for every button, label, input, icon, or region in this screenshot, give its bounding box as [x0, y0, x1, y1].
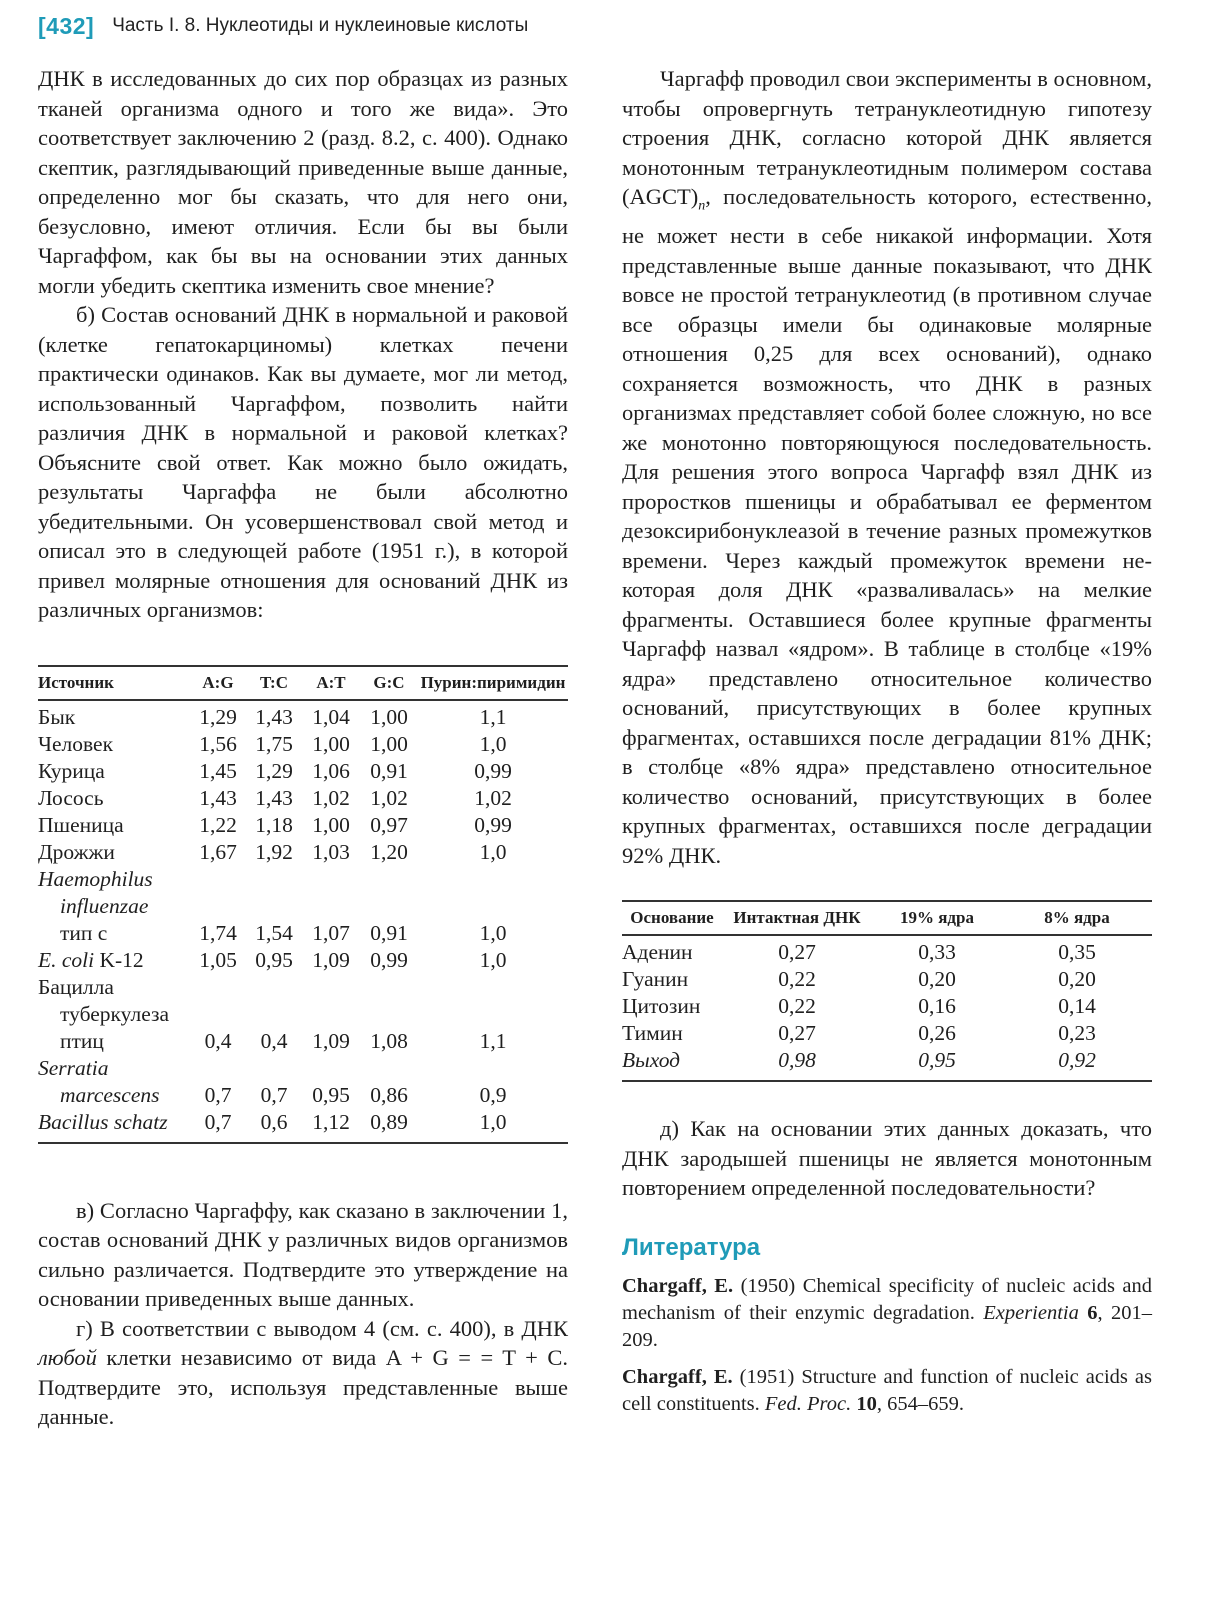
table-cell: 0,4 [260, 1028, 288, 1053]
reference-item [622, 1273, 1152, 1354]
paragraph-d: д) Как на основании этих данных доказать, что ДНК зародышей пшеницы не является монотонным повторением определенной последовательности? [622, 1116, 1152, 1200]
species-name: птиц [60, 1028, 104, 1053]
table-nucleus-composition [622, 900, 1152, 1082]
table-cell: 1,67 [199, 839, 237, 864]
paragraph-g [38, 1314, 568, 1432]
table-cell: Курица [38, 758, 105, 783]
column-header: Интактная ДНК [722, 901, 872, 935]
table-cell: 0,7 [204, 1082, 232, 1107]
reference-volume: 6 [1078, 1301, 1098, 1324]
table-row [38, 947, 568, 974]
text-span: Чаргафф проводил свои эксперименты в основном, чтобы опровергнуть тетрануклеотидную гипотезу строения ДНК, согласно которой ДНК является монотонным тетрануклеотидным полимером состава (AGCT) [622, 66, 1152, 209]
column-header: T:C [246, 666, 302, 700]
table-cell: 0,7 [204, 1109, 232, 1134]
reference-pages: , 654–659. [876, 1392, 964, 1415]
table-cell: Человек [38, 731, 114, 756]
table-cell: 0,35 [1058, 940, 1096, 964]
paragraph-v: в) Согласно Чаргаффу, как сказано в заключении 1, состав оснований ДНК у различных видов организмов сильно различается. Подтвердите это утверждение на основании приведенных выше данных. [38, 1197, 568, 1311]
reference-journal: Fed. Proc. [764, 1392, 852, 1415]
table-cell: 1,02 [474, 785, 512, 810]
column-header: Пурин:пиримидин [418, 666, 568, 700]
table-cell: 1,00 [370, 731, 408, 756]
table-cell: 1,22 [199, 812, 237, 837]
table-cell: Пшеница [38, 812, 124, 837]
table-row [38, 1055, 568, 1109]
table-cell: 1,00 [370, 704, 408, 729]
table-cell: 1,0 [479, 947, 507, 972]
paragraph-b: б) Состав оснований ДНК в нормальной и раковой (клетке гепатокарциномы) клетках печени практически одинаков. Как вы думаете, мог ли метод, использованный Чаргаффом, позволить найти различия ДНК в нормальной и раковой клетках? Объясните свой ответ. Как можно было ожидать, результаты Чаргаффа не были абсолютно убедительными. Он усовершенствовал свой метод и описал это в следующей работе (1951 г.), в которой привел молярные отношения для оснований ДНК из различных организмов: [38, 302, 568, 622]
table-cell: 0,99 [474, 812, 512, 837]
table-row [38, 866, 568, 947]
table-base-ratios [38, 665, 568, 1144]
table-cell: 0,98 [778, 1048, 816, 1072]
table-row [38, 1109, 568, 1143]
table-cell: 0,6 [260, 1109, 288, 1134]
table-cell: 1,75 [255, 731, 293, 756]
table-cell: 1,03 [312, 839, 350, 864]
table-cell: 1,00 [312, 731, 350, 756]
column-header: 8% ядра [1002, 901, 1152, 935]
table-cell: 1,43 [199, 785, 237, 810]
table-cell: 0,86 [370, 1082, 408, 1107]
table-cell [38, 866, 190, 947]
table-cell: 0,92 [1058, 1048, 1096, 1072]
text-span: г) В соответствии с выводом 4 (см. с. 400), в ДНК [76, 1315, 568, 1341]
reference-author: Chargaff, E. [622, 1365, 733, 1388]
table-cell: 1,29 [199, 704, 237, 729]
table-cell: 0,99 [474, 758, 512, 783]
table-row [622, 935, 1152, 966]
reference-volume: 10 [851, 1392, 877, 1415]
species-name: Бацилла [38, 974, 114, 999]
table-cell [38, 974, 190, 1055]
table-cell: 0,91 [370, 758, 408, 783]
reference-text: (1951) Structure and function of nucleic acids as cell constituents. [622, 1365, 1152, 1415]
table-cell: 1,02 [370, 785, 408, 810]
table-row [38, 700, 568, 731]
table-cell: 0,95 [255, 947, 293, 972]
reference-item [622, 1364, 1152, 1418]
table-cell: 0,20 [918, 967, 956, 991]
species-name: E. coli [38, 947, 95, 972]
species-name: туберкулеза [60, 1001, 170, 1026]
table-cell: 1,05 [199, 947, 237, 972]
table-cell: 0,97 [370, 812, 408, 837]
table-cell: 1,20 [370, 839, 408, 864]
table-cell: 0,89 [370, 1109, 408, 1134]
table-cell: Аденин [622, 940, 693, 964]
table-cell [38, 1055, 190, 1109]
references-heading: Литература [622, 1233, 761, 1261]
column-header: A:G [190, 666, 246, 700]
table-row [38, 758, 568, 785]
table-cell: 0,95 [918, 1048, 956, 1072]
page-number: [432] [38, 12, 95, 39]
table-cell: 1,12 [312, 1109, 350, 1134]
species-name: influenzae [60, 893, 149, 918]
species-name: Serratia [38, 1055, 109, 1080]
table-cell: 1,54 [255, 920, 293, 945]
table-cell: Дрожжи [38, 839, 115, 864]
table-cell: 0,20 [1058, 967, 1096, 991]
paragraph: ДНК в исследованных до сих пор образцах из разных тканей организма одного и того же вида». Это соответствует заключению 2 (разд. 8.2, с. 400). Однако скептик, разглядывающий приведенные выше данные, определенно мог бы сказать, что для него они, безусловно, имеют отличия. Если бы вы были Чаргаффом, как бы вы на основании этих данных могли убедить скептика изменить свое мнение? [38, 66, 568, 298]
table-cell: 1,0 [479, 731, 507, 756]
paragraph [622, 64, 1152, 870]
table-cell: Лосось [38, 785, 104, 810]
table-row [38, 812, 568, 839]
left-column [38, 64, 568, 1432]
table-cell: 1,02 [312, 785, 350, 810]
table-cell: 1,09 [312, 1028, 350, 1053]
table-cell: 1,0 [479, 920, 507, 945]
table-cell: 0,7 [260, 1082, 288, 1107]
table-cell: 0,27 [778, 1021, 816, 1045]
table-cell: 1,0 [479, 839, 507, 864]
table-cell: 1,1 [479, 1028, 507, 1053]
table-cell: 1,0 [479, 1109, 507, 1134]
table-cell: 1,56 [199, 731, 237, 756]
reference-pages: , 201–209. [622, 1301, 1153, 1351]
table-cell: 0,22 [778, 967, 816, 991]
table-row [622, 966, 1152, 993]
column-header: Основание [622, 901, 722, 935]
table-row [622, 993, 1152, 1020]
table-cell: 0,27 [778, 940, 816, 964]
table-header-row [38, 666, 568, 700]
column-header: G:C [360, 666, 418, 700]
species-name: Haemophilus [38, 866, 153, 891]
text-span: , последовательность которого, естественно, не может нести в себе никакой информации. Хотя представленные выше данные показывают, что ДНК вовсе не простой тетрануклеотид (в противном случае все образцы имели бы одинаковые молярные отношения 0,25 для всех оснований), однако сохраняется возможность, что ДНК в разных организмах представляет собой более сложную, но все же монотонно повторяющуюся последовательность. Для решения этого вопроса Чаргафф взял ДНК из проростков пшеницы и обрабатывал ее ферментом дезоксирибонуклеазой в течение разных промежутков времени. Через каждый промежуток времени некоторая доля ДНК «разваливалась» на мелкие фрагменты. Оставшиеся более крупные фрагменты Чаргафф назвал «ядром». В таблице в столбце «19% ядра» представлено относительное количество оснований, присутствующих в более крупных фрагментах, оставшихся после деградации 81% ДНК; в столбце «8% ядра» представлено относительное количество оснований, присутствующих в более крупных фрагментах, оставшихся после деградации 92% ДНК. [622, 184, 1152, 868]
table-cell: 0,14 [1058, 994, 1096, 1018]
table-cell: 1,74 [199, 920, 237, 945]
emphasis: любой [38, 1345, 97, 1370]
table-row [38, 731, 568, 758]
table-cell: 1,1 [479, 704, 507, 729]
strain-label: тип с [60, 920, 108, 945]
table-cell [38, 947, 190, 974]
table-cell: 0,16 [918, 994, 956, 1018]
table-cell: 1,04 [312, 704, 350, 729]
table-cell: 1,43 [255, 785, 293, 810]
table-cell: 0,99 [370, 947, 408, 972]
running-title: Часть I. 8. Нуклеотиды и нуклеиновые кислоты [112, 15, 529, 36]
table-row [622, 1047, 1152, 1081]
table-cell: 1,09 [312, 947, 350, 972]
table-cell: 0,95 [312, 1082, 350, 1107]
column-header: 19% ядра [872, 901, 1002, 935]
table-cell: 0,23 [1058, 1021, 1096, 1045]
strain-label: K-12 [94, 947, 144, 972]
table-cell: 1,07 [312, 920, 350, 945]
table-cell: 0,22 [778, 994, 816, 1018]
column-header: A:T [302, 666, 360, 700]
table-cell: 1,29 [255, 758, 293, 783]
table-cell: Гуанин [622, 967, 689, 991]
table-cell: 1,92 [255, 839, 293, 864]
table-cell: 1,43 [255, 704, 293, 729]
table-row [622, 1020, 1152, 1047]
table-cell: 0,91 [370, 920, 408, 945]
table-cell: Выход [622, 1048, 681, 1072]
table-cell: Тимин [622, 1021, 683, 1045]
text-span: клетки независимо от вида A + G = = T + C. Подтвердите это, используя представленные выше данные. [38, 1345, 568, 1429]
table-cell: Цитозин [622, 994, 701, 1018]
table-cell: 1,08 [370, 1028, 408, 1053]
reference-journal: Experientia [983, 1301, 1079, 1324]
table-cell: 0,9 [479, 1082, 507, 1107]
table-cell: 1,18 [255, 812, 293, 837]
table-cell: 0,26 [918, 1021, 956, 1045]
table-cell: Бык [38, 704, 76, 729]
species-name: Bacillus schatz [38, 1109, 168, 1134]
table-row [38, 785, 568, 812]
table-row [38, 839, 568, 866]
table-cell: 0,33 [918, 940, 956, 964]
subscript: n [698, 198, 706, 214]
table-cell [38, 1109, 190, 1143]
table-cell: 0,4 [204, 1028, 232, 1053]
page-header [38, 10, 528, 42]
column-header: Источник [38, 666, 190, 700]
table-row [38, 974, 568, 1055]
reference-author: Chargaff, E. [622, 1274, 734, 1297]
right-column [622, 64, 1152, 1418]
table-cell: 1,00 [312, 812, 350, 837]
table-header-row [622, 901, 1152, 935]
table-cell: 1,06 [312, 758, 350, 783]
reference-text: (1950) Chemical specificity of nucleic acids and mechanism of their enzymic degradation. [622, 1274, 1152, 1324]
table-cell: 1,45 [199, 758, 237, 783]
species-name: marcescens [60, 1082, 160, 1107]
